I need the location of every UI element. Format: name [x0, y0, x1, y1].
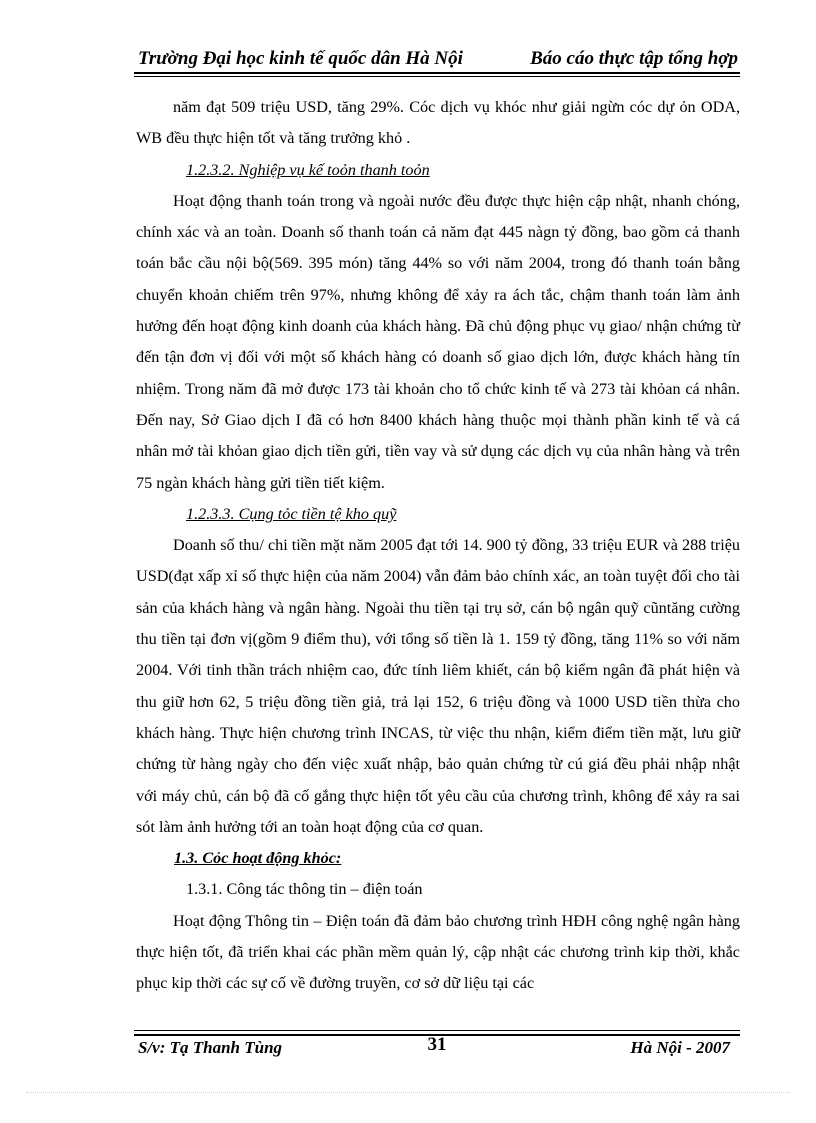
- heading-payment-accounting: 1.2.3.2. Nghiệp vụ kế toỏn thanh toỏn: [186, 160, 430, 179]
- heading-other-activities: 1.3. Cỏc hoạt động khỏc:: [174, 849, 342, 868]
- heading-it: 1.3.1. Công tác thông tin – điện toán: [186, 880, 423, 899]
- footer-place-year: Hà Nội - 2007: [630, 1038, 730, 1057]
- page-edge-divider: [26, 1092, 790, 1093]
- heading-treasury: 1.2.3.3. Cụng tỏc tiền tệ kho quỹ: [186, 504, 397, 523]
- paragraph-payment: Hoạt động thanh toán trong và ngoài nước đều được thực hiện cập nhật, nhanh chóng, chính xác và an toàn. Doanh số thanh toán cả năm đạt 445 nàgn tỷ đồng, bao gồm cả thanh toán bắc cầu nội bộ(569. 395 món) tăng 44% so với năm 2004, trong đó thanh toán bằng chuyển khoản chiếm trên 97%, nhưng không để xảy ra ách tắc, chậm thanh toán làm ảnh hưởng đến hoạt động kinh doanh của khách hàng. Đã chủ động phục vụ giao/ nhận chứng từ đến tận đơn vị đối với một số khách hàng có doanh số giao dịch lớn, được khách hàng tín nhiệm. Trong năm đã mở được 173 tài khoản cho tổ chức kinh tế và 273 tài khỏan cá nhân. Đến nay, Sở Giao dịch I đã có hơn 8400 khách hàng thuộc mọi thành phần kinh tế và cá nhân mở tài khỏan giao dịch tiền gửi, tiền vay và sử dụng các dịch vụ của nhân hàng và trên 75 ngàn khách hàng gửi tiền tiết kiệm.: [136, 191, 740, 492]
- page-header: [134, 44, 740, 74]
- header-report-title: Báo cáo thực tập tổng hợp: [530, 48, 738, 69]
- paragraph-it: Hoạt động Thông tin – Điện toán đã đảm bảo chương trình HĐH công nghệ ngân hàng thực hiện tốt, đã triển khai các phần mềm quản lý, cập nhật các chương trình kip thời, khắc phục kip thời các sự cố về đường truyền, cơ sở dữ liệu tại các: [136, 911, 740, 993]
- footer-student-name: S/v: Tạ Thanh Tùng: [138, 1038, 283, 1057]
- page-footer: [134, 1036, 740, 1064]
- document-body: [136, 92, 740, 1000]
- header-rule-thin: [134, 76, 740, 77]
- header-rule-thick: [134, 72, 740, 74]
- paragraph-treasury: Doanh số thu/ chi tiền mặt năm 2005 đạt tới 14. 900 tỷ đồng, 33 triệu EUR và 288 triệu USD(đạt xấp xỉ số thực hiện của năm 2004) vẫn đảm bảo chính xác, an toàn tuyệt đối cho tài sản của khách hàng và ngân hàng. Ngoài thu tiền tại trụ sở, cán bộ ngân quỹ cũntăng cường thu tiền tại đơn vị(gồm 9 điểm thu), với tổng số tiền là 1. 159 tỷ đồng, tăng 11% so với năm 2004. Với tinh thần trách nhiệm cao, đức tính liêm khiết, cán bộ kiểm ngân đã phát hiện và thu giữ hơn 62, 5 triệu đồng tiền giả, trả lại 152, 6 triệu đồng và 1000 USD tiền thừa cho khách hàng. Thực hiện chương trình INCAS, từ việc thu nhận, kiểm điểm tiền mặt, lưu giữ chứng từ hàng ngày cho đến việc xuất nhập, bảo quản chứng từ cú giá đều phải nhập nhật với máy chủ, cán bộ đã cố gắng thực hiện tốt yêu cầu của chương trình, không để xảy ra sai sót làm ảnh hưởng tới an toàn hoạt động của cơ quan.: [136, 536, 740, 836]
- header-university: Trường Đại học kinh tế quốc dân Hà Nội: [138, 48, 463, 69]
- page-number: 31: [427, 1034, 447, 1055]
- paragraph-intro: năm đạt 509 triệu USD, tăng 29%. Cóc dịch vụ khóc như giải ngừn cóc dự ỏn ODA, WB đều thực hiện tốt và tăng trưởng khỏ .: [136, 98, 740, 148]
- footer-rule-thin: [134, 1030, 740, 1031]
